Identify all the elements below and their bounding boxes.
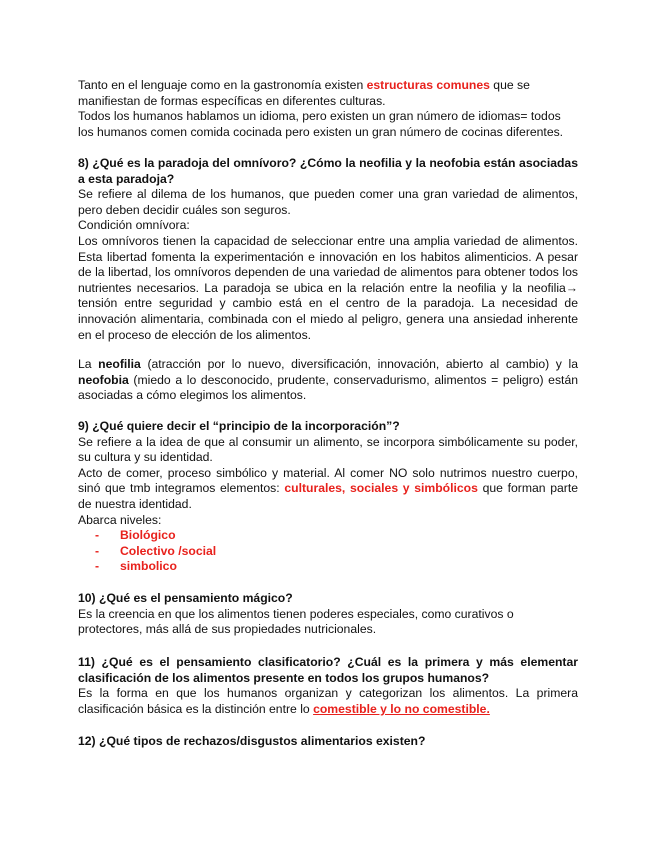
- list-item: - simbolico: [95, 559, 177, 574]
- question-10-section: [78, 591, 578, 638]
- question-9-paragraph-3: Abarca niveles:: [78, 512, 162, 527]
- question-12-section: [78, 734, 578, 750]
- question-9-title: 9) ¿Qué quiere decir el “principio de la incorporación”?: [78, 419, 400, 433]
- question-8-paragraph-1: Se refiere al dilema de los humanos, que pueden comer una gran variedad de alimentos, pero deben decidir cuáles son seguros.: [78, 187, 578, 217]
- intro-paragraph-1: Tanto en el lenguaje como en la gastronomía existen estructuras comunes que se manifiestan de formas específicas en diferentes culturas.: [78, 78, 530, 108]
- question-11-title: 11) ¿Qué es el pensamiento clasificatorio? ¿Cuál es la primera y más elementar clasificación de los alimentos presente en todos los grupos humanos?: [78, 655, 578, 685]
- levels-list: [78, 528, 578, 575]
- question-9-section: [78, 419, 578, 575]
- list-item: - Colectivo /social: [95, 543, 217, 558]
- question-12-title: 12) ¿Qué tipos de rechazos/disgustos alimentarios existen?: [78, 734, 426, 748]
- intro-section: [78, 78, 578, 140]
- list-item: - Biológico: [95, 528, 176, 543]
- highlight-comestible: comestible y lo no comestible.: [313, 701, 490, 716]
- intro-paragraph-2: Todos los humanos hablamos un idioma, pero existen un gran número de idiomas= todos los humanos comen comida cocinada pero existen un gran número de cocinas diferentes.: [78, 109, 564, 139]
- question-8-paragraph-2: Condición omnívora:: [78, 218, 190, 233]
- highlight-culturales-sociales-simbolicos: culturales, sociales y simbólicos: [284, 481, 478, 496]
- question-9-paragraph-2: Acto de comer, proceso simbólico y material. Al comer NO solo nutrimos nuestro cuerpo, sinó que tmb integramos elementos: culturales, sociales y simbólicos que forman parte de nuestra identidad.: [78, 465, 578, 511]
- term-neofobia: neofobia: [78, 372, 129, 387]
- term-neofilia: neofilia: [98, 357, 141, 371]
- question-9-paragraph-1: Se refiere a la idea de que al consumir un alimento, se incorpora simbólicamente su poder, su cultura y su identidad.: [78, 434, 578, 465]
- neofilia-neofobia-text: La neofilia (atracción por lo nuevo, diversificación, innovación, abierto al cambio) y la neofobia (miedo a lo desconocido, prudente, conservadurismo, alimentos = peligro) están asociadas a cómo elegimos los alimentos.: [78, 357, 578, 403]
- question-10-title: 10) ¿Qué es el pensamiento mágico?: [78, 591, 293, 605]
- question-8-section: [78, 156, 578, 343]
- question-10-paragraph-1: Es la creencia en que los alimentos tienen poderes especiales, como curativos o protectores, más allá de sus propiedades nutricionales.: [78, 606, 514, 637]
- question-8-neofilia-paragraph: [78, 357, 578, 404]
- question-11-section: [78, 655, 578, 717]
- highlight-estructuras-comunes: estructuras comunes: [366, 78, 490, 92]
- question-11-paragraph-1: Es la forma en que los humanos organizan y categorizan los alimentos. La primera clasificación básica es la distinción entre lo comestible y lo no comestible.: [78, 686, 578, 716]
- question-8-title: 8) ¿Qué es la paradoja del omnívoro? ¿Cómo la neofilia y la neofobia están asociadas a esta paradoja?: [78, 156, 578, 186]
- question-8-paragraph-3: Los omnívoros tienen la capacidad de seleccionar entre una amplia variedad de alimentos. Esta libertad fomenta la experimentación e innovación en los habitos alimenticios. A pesar de la libertad, los omnívoros dependen de una variedad de alimentos para obtener todos los nutrientes necesarios. La paradoja se ubica en la relación entre la neofilia y la neofilia→ tensión entre seguridad y cambio está en el centro de la paradoja. La necesidad de innovación alimentaria, combinada con el miedo al peligro, genera una ansiedad inherente en el proceso de elección de los alimentos.: [78, 233, 578, 342]
